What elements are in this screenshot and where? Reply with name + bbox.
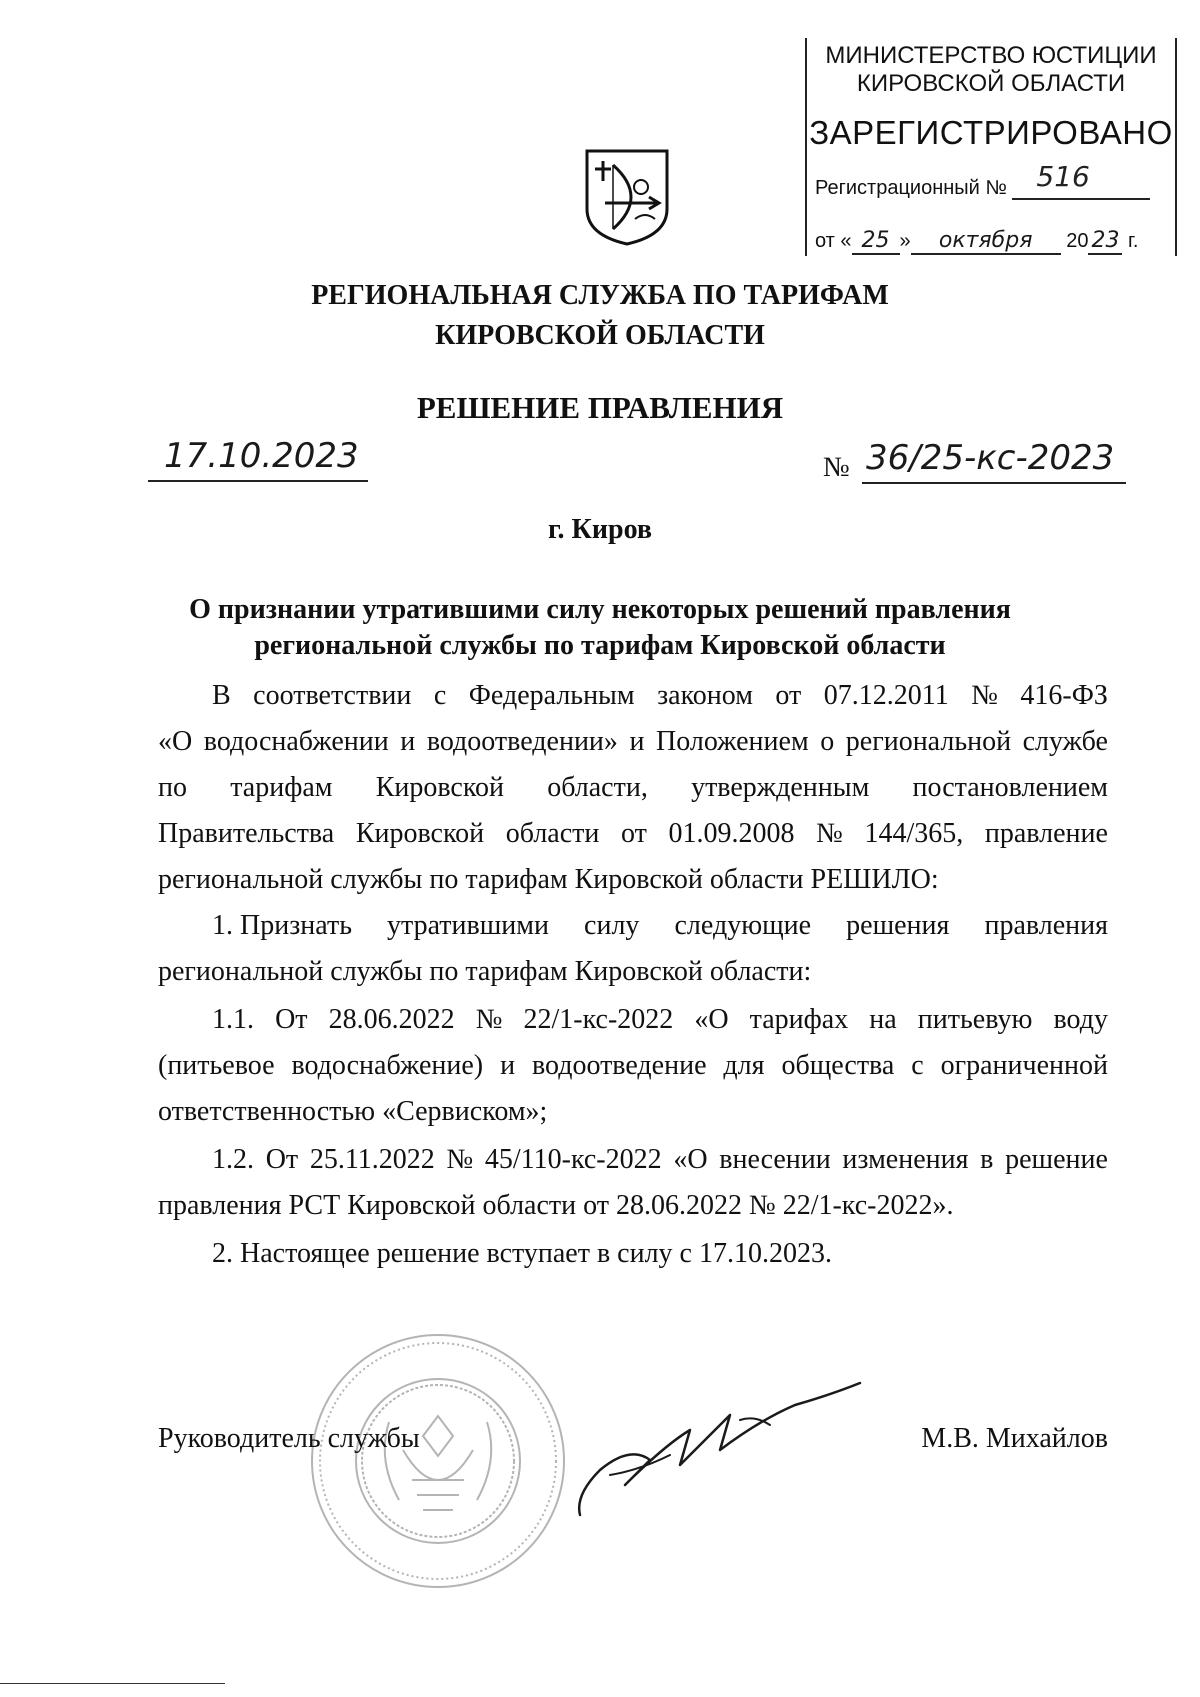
- body-p4-line2: правления РСТ Кировской области от 28.06.2022 № 22/1-кс-2022».: [158, 1190, 954, 1221]
- word: области,: [547, 772, 648, 803]
- word: от: [621, 818, 647, 849]
- body-p2-line2: региональной службы по тарифам Кировской области:: [158, 956, 812, 987]
- word: Правительства: [158, 818, 335, 849]
- stamp-month: октября: [911, 228, 1061, 255]
- word: 1.2.: [212, 1144, 254, 1175]
- stamp-year-prefix: 20: [1066, 230, 1089, 252]
- word: Положением: [656, 726, 809, 757]
- word: ограниченной: [940, 1050, 1108, 1081]
- signer-position: Руководитель службы: [158, 1423, 420, 1454]
- word: От: [275, 1004, 308, 1035]
- decision-date-field: [148, 436, 368, 482]
- word: следующие: [674, 910, 812, 941]
- word: 01.09.2008: [668, 818, 795, 849]
- subject-line2: региональной службы по тарифам Кировской области: [254, 630, 946, 661]
- signer-name: М.В. Михайлов: [921, 1423, 1108, 1454]
- decision-number: 36/25-кс-2023: [866, 438, 1115, 478]
- word: №: [816, 818, 843, 849]
- word: по: [158, 772, 187, 803]
- word: водоотведение: [531, 1050, 707, 1081]
- document-title: РЕШЕНИЕ ПРАВЛЕНИЯ: [416, 390, 784, 425]
- stamp-reg-number: 516: [1036, 160, 1090, 193]
- stamp-from-label: от: [815, 230, 835, 252]
- word: тарифах: [749, 1004, 849, 1035]
- word: водоснабжении: [203, 726, 389, 757]
- word: и: [629, 726, 645, 757]
- word: 416-ФЗ: [1020, 680, 1108, 711]
- word: в: [980, 1144, 994, 1175]
- word: №: [446, 1144, 474, 1175]
- word: соответствии: [253, 680, 412, 711]
- decision-date: 17.10.2023: [164, 436, 359, 476]
- word: с: [433, 680, 447, 711]
- stamp-day: 25: [852, 228, 900, 255]
- organization-name-line1: РЕГИОНАЛЬНАЯ СЛУЖБА ПО ТАРИФАМ: [311, 280, 889, 311]
- word: 45/110-кс-2022: [484, 1144, 662, 1175]
- word: утратившими: [387, 910, 549, 941]
- footer-rule: [0, 1683, 225, 1684]
- word: внесении: [719, 1144, 831, 1175]
- word: общества: [781, 1050, 895, 1081]
- body-p3-line3: ответственностью «Сервиском»;: [158, 1096, 548, 1127]
- organization-name-line2: КИРОВСКОЙ ОБЛАСТИ: [435, 320, 765, 351]
- word: для: [723, 1050, 765, 1081]
- registration-stamp: [805, 38, 1177, 256]
- stamp-reg-number-row: [815, 160, 1150, 200]
- word: От: [265, 1144, 299, 1175]
- handwritten-signature-icon: [570, 1375, 870, 1535]
- stamp-region: КИРОВСКОЙ ОБЛАСТИ: [856, 70, 1126, 97]
- word: законом: [657, 680, 753, 711]
- word: водоотведении»: [426, 726, 618, 757]
- word: «О: [673, 1144, 708, 1175]
- word: водоснабжение): [291, 1050, 484, 1081]
- body-p1-line5: региональной службы по тарифам Кировской области РЕШИЛО:: [158, 864, 939, 895]
- word: и: [400, 726, 416, 757]
- stamp-ministry: МИНИСТЕРСТВО ЮСТИЦИИ: [825, 42, 1157, 69]
- word: от: [775, 680, 802, 711]
- stamp-status: ЗАРЕГИСТРИРОВАНО: [809, 114, 1173, 151]
- word: 1.1.: [212, 1004, 254, 1035]
- official-seal-icon: [307, 1330, 569, 1592]
- word: на: [869, 1004, 897, 1035]
- word: и: [500, 1050, 516, 1081]
- word: питьевую: [917, 1004, 1033, 1035]
- word: изменения: [842, 1144, 969, 1175]
- word: решение: [1005, 1144, 1108, 1175]
- stamp-year-unit: г.: [1128, 230, 1139, 252]
- word: с: [911, 1050, 924, 1081]
- word: №: [971, 680, 998, 711]
- body-p3-line2: [158, 1050, 1108, 1082]
- word: В: [212, 680, 231, 711]
- word: 144/365,: [864, 818, 964, 849]
- word: Кировской: [355, 818, 485, 849]
- body-p1-line4: [158, 818, 1108, 850]
- subject-line1: О признании утратившими силу некоторых решений правления: [189, 594, 1011, 625]
- body-p5-line1: 2. Настоящее решение вступает в силу с 17.10.2023.: [212, 1238, 832, 1269]
- stamp-date-row: от « 25 » октября 20 23 г.: [815, 228, 1139, 253]
- word: Федеральным: [468, 680, 635, 711]
- word: службе: [1022, 726, 1108, 757]
- word: региональной: [845, 726, 1012, 757]
- word: решения: [846, 910, 950, 941]
- body-p1-line3: [158, 772, 1108, 804]
- word: силу: [584, 910, 640, 941]
- stamp-reg-number-field: [1012, 160, 1150, 200]
- body-p4-line1: [212, 1144, 1108, 1176]
- coat-of-arms-icon: [583, 147, 671, 247]
- word: утвержденным: [691, 772, 870, 803]
- word: №: [475, 1004, 503, 1035]
- body-p3-line1: [212, 1004, 1108, 1036]
- stamp-year-suffix: 23: [1088, 228, 1122, 255]
- word: 22/1-кс-2022: [523, 1004, 674, 1035]
- decision-number-label: №: [823, 452, 850, 483]
- word: 25.11.2022: [309, 1144, 435, 1175]
- word: тарифам: [230, 772, 333, 803]
- word: постановлением: [912, 772, 1108, 803]
- word: (питьевое: [158, 1050, 275, 1081]
- body-p2-line1: [212, 910, 1108, 942]
- word: области: [505, 818, 600, 849]
- body-p1-line2: [158, 726, 1108, 758]
- word: «О: [694, 1004, 729, 1035]
- word: «О: [158, 726, 193, 757]
- word: воду: [1053, 1004, 1108, 1035]
- word: правления: [984, 910, 1108, 941]
- stamp-reg-label: Регистрационный №: [815, 177, 1007, 199]
- word: 1. Признать: [212, 910, 352, 941]
- body-p1-line1: [212, 680, 1108, 712]
- word: 07.12.2011: [823, 680, 949, 711]
- word: о: [820, 726, 835, 757]
- word: Кировской: [375, 772, 505, 803]
- city: г. Киров: [548, 514, 652, 545]
- decision-number-field: [862, 438, 1126, 484]
- word: правление: [984, 818, 1108, 849]
- word: 28.06.2022: [328, 1004, 455, 1035]
